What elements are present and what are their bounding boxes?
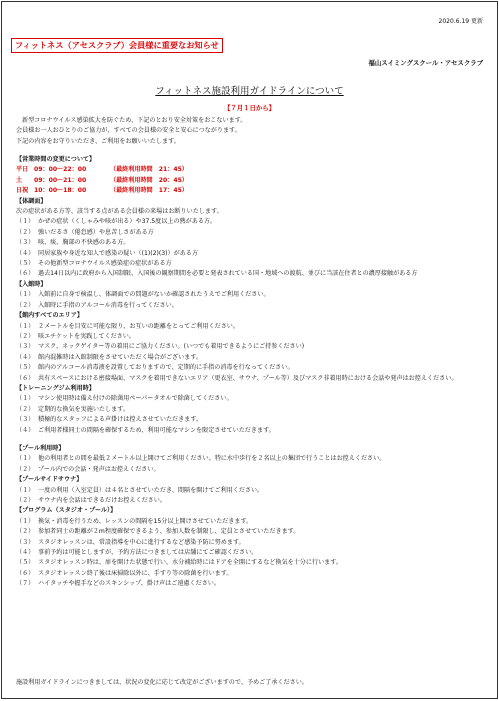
- item-number: （２）: [16, 405, 35, 413]
- item-text: スタジオレッスンは、常設指導を中心に進行するなど感染予防に努めます。: [38, 538, 245, 546]
- hours-row: 日祝 10：00～18：00 （最終利用時間 17：45）: [16, 187, 188, 195]
- item-number: （５）: [16, 260, 35, 268]
- list-item: [16, 465, 490, 475]
- list-item: [16, 486, 490, 496]
- item-number: （４）: [16, 549, 35, 557]
- all-areas-list: [16, 322, 490, 384]
- item-text: サウナ内を会話はできるだけお控えください。: [38, 497, 166, 504]
- footer-note: 施設利用ガイドラインにつきましては、状況の変化に応じて改定がございますので、予めご了承ください。: [16, 679, 308, 686]
- item-number: （１）: [16, 517, 35, 525]
- list-item: [16, 259, 490, 269]
- item-number: （３）: [16, 239, 35, 247]
- list-item: [16, 426, 490, 436]
- item-number: （５）: [16, 364, 35, 372]
- item-text: かぜの症状（くしゃみや咳が出る）や37.5度以上の熱がある方。: [38, 218, 217, 226]
- list-item: [16, 353, 490, 363]
- item-text: 過去14日以内に政府から入国制限、入国後の観察期間を必要と発表されている国・地域への渡航、並びに当該在住者との濃厚接触がある方: [38, 270, 418, 278]
- item-number: （５）: [16, 559, 35, 567]
- item-text: 館内のアルコール消毒液を設置しておりますので、定期的に手指の消毒を行なってください。: [38, 364, 294, 372]
- list-item: [16, 548, 490, 558]
- list-item: [16, 238, 490, 248]
- gym-list: [16, 394, 490, 436]
- item-text: スタジオレッスン時は、扉を開けた状態で行い、水分補給時にはドアを全開にするなど換気を十分に行います。: [38, 559, 342, 567]
- item-text: 入館前に自身で検温し、体調面での問題がないか確認されたうえでご利用ください。: [38, 291, 270, 299]
- intro-paragraph: [16, 116, 486, 147]
- list-item: [16, 538, 490, 548]
- item-number: （２）: [16, 497, 35, 504]
- item-text: 参加者同士の距離が２m程度確保できるよう、参加人数を制限し、定員とさせていただきます。: [38, 528, 300, 536]
- item-text: スタジオレッスン終了後は床掃除以外に、手すり等の除菌を行います。: [38, 569, 233, 577]
- intro-line: 会員様お一人おひとりのご協力が、すべての会員様の安全と安心につながります。: [16, 127, 241, 135]
- item-text: 事前予約は可能としますが、予約方法につきましては店舗にてご確認ください。: [38, 549, 258, 557]
- item-number: （６）: [16, 270, 35, 278]
- item-text: 他の利用者との間を最低２メートル以上開けてご利用ください。特に水中歩行を２名以上の集団で行うことはお控えください。: [38, 455, 386, 463]
- item-text: 積極的なスタッフによる声掛けは控えさせていただきます。: [38, 416, 203, 424]
- item-text: 館内混雑時は入館制限をさせていただく場合がございます。: [38, 353, 203, 361]
- item-number: （４）: [16, 249, 35, 257]
- item-number: （４）: [16, 353, 35, 361]
- item-text: 咳エチケットを実践してください。: [38, 332, 135, 340]
- list-item: [16, 569, 490, 579]
- item-text: 共有スペースにおける密接場面、マスクを着用できないエリア（更衣室、サウナ、プール等）及びマスク非着用時における会話や発声はお控えください。: [38, 374, 458, 382]
- item-text: ハイタッチや握手などのスキンシップ、掛け声はご遠慮ください。: [38, 580, 220, 588]
- item-number: （２）: [16, 528, 35, 536]
- item-number: （２）: [16, 332, 35, 340]
- item-number: （３）: [16, 538, 35, 546]
- item-number: （１）: [16, 291, 35, 299]
- program-list: [16, 517, 490, 590]
- list-item: [16, 290, 490, 300]
- item-number: （２）: [16, 228, 35, 236]
- health-list: [16, 217, 490, 279]
- list-item: [16, 269, 490, 279]
- list-item: [16, 517, 490, 527]
- section-heading-pool: 【プール利用時】: [16, 444, 65, 452]
- item-number: （２）: [16, 301, 35, 309]
- item-number: （２）: [16, 465, 35, 473]
- list-item: [16, 332, 490, 342]
- list-item: [16, 301, 490, 311]
- list-item: [16, 415, 490, 425]
- important-notice-box: フィットネス（アセスクラブ）会員様に重要なお知らせ: [11, 38, 223, 53]
- list-item: [16, 527, 490, 537]
- section-heading-health: 【体調面】: [16, 197, 47, 205]
- document-title: フィットネス施設利用ガイドラインについて: [155, 86, 344, 97]
- item-text: 咳、痰、胸部の不快感のある方。: [38, 239, 130, 247]
- organization-name: 福山スイミングスクール・アセスクラブ: [368, 59, 483, 67]
- hours-row: 平日 09：00～22：00 （最終利用時間 21：45）: [16, 166, 188, 174]
- list-item: [16, 394, 490, 404]
- item-number: （１）: [16, 322, 35, 330]
- item-number: （１）: [16, 218, 35, 226]
- intro-line: 下記の内容をお守りいただき、ご利用をお願いいたします。: [16, 137, 180, 145]
- section-heading-program: 【プログラム（スタジオ・プール）】: [16, 507, 117, 515]
- item-text: ご利用者様同士の間隔を確保するため、利用可能なマシンを限定させていただきます。: [38, 426, 275, 434]
- item-text: 一度の利用（入室定員）は４名とさせていただき、間隔を開けてご利用ください。: [38, 486, 264, 494]
- entry-list: [16, 290, 490, 311]
- health-lead: 次の症状がある方等、該当する点がある会員様の来場はお断りいたします。: [16, 208, 223, 216]
- item-text: マシン使用時は備え付けの除菌用ペーパータオルで除菌してください。: [38, 395, 233, 403]
- item-text: プール内での会話・発声はお控えください。: [38, 465, 160, 473]
- item-text: マスク、ネックゲイター等の着用にご協力ください。(いつでも着用できるようにご持参ください): [38, 343, 305, 351]
- guideline-body: [16, 155, 490, 590]
- item-number: （７）: [16, 580, 35, 588]
- item-text: その他新型コロナウイルス感染症の症状がある方: [38, 260, 172, 268]
- item-text: ２メートルを目安に可能な限り、お互いの距離をとってご利用ください。: [38, 322, 239, 330]
- item-number: （１）: [16, 395, 35, 403]
- item-text: 同居家族や身近な知人で感染の疑い（(1)(2)(3)）がある方: [38, 249, 198, 257]
- pool-list: [16, 454, 490, 475]
- item-number: （１）: [16, 455, 35, 463]
- list-item: [16, 454, 490, 464]
- section-heading-sauna: 【プールサイドサウナ】: [16, 476, 83, 484]
- list-item: [16, 496, 490, 506]
- item-number: （４）: [16, 426, 35, 434]
- document-page: [1, 1, 498, 699]
- list-item: [16, 217, 490, 227]
- item-number: （６）: [16, 569, 35, 577]
- item-text: 入館時に手指のアルコール消毒を行ってください。: [38, 301, 178, 309]
- list-item: [16, 579, 490, 589]
- section-heading-entry: 【入館時】: [16, 280, 47, 288]
- intro-line: 新型コロナウイルス感染拡大を防ぐため、下記のとおり安全対策をおこないます。: [22, 117, 247, 124]
- item-text: 強いだるさ（倦怠感）や息苦しさがある方: [38, 228, 154, 236]
- item-text: 換気・消毒を行うため、レッスンの間隔を15分以上開けさせていただきます。: [38, 517, 253, 525]
- section-heading-hours: 【営業時間の変更について】: [16, 156, 96, 163]
- list-item: [16, 363, 490, 373]
- list-item: [16, 558, 490, 568]
- sauna-list: [16, 486, 490, 507]
- item-number: （３）: [16, 416, 35, 424]
- item-number: （１）: [16, 486, 35, 494]
- hours-row: 土 09：00～21：00 （最終利用時間 20：45）: [16, 176, 188, 184]
- list-item: [16, 374, 490, 384]
- list-item: [16, 249, 490, 259]
- list-item: [16, 405, 490, 415]
- list-item: [16, 342, 490, 352]
- update-date: 2020.6.19 更新: [438, 18, 483, 25]
- item-number: （３）: [16, 343, 35, 351]
- item-text: 定期的な換気を実施いたします。: [38, 405, 129, 413]
- list-item: [16, 228, 490, 238]
- section-heading-gym: 【トレーニングジム利用時】: [16, 384, 95, 392]
- item-number: （６）: [16, 374, 35, 382]
- list-item: [16, 322, 490, 332]
- effective-date: 【７月１日から】: [223, 104, 276, 112]
- section-heading-all-areas: 【館内すべてのエリア】: [16, 312, 83, 320]
